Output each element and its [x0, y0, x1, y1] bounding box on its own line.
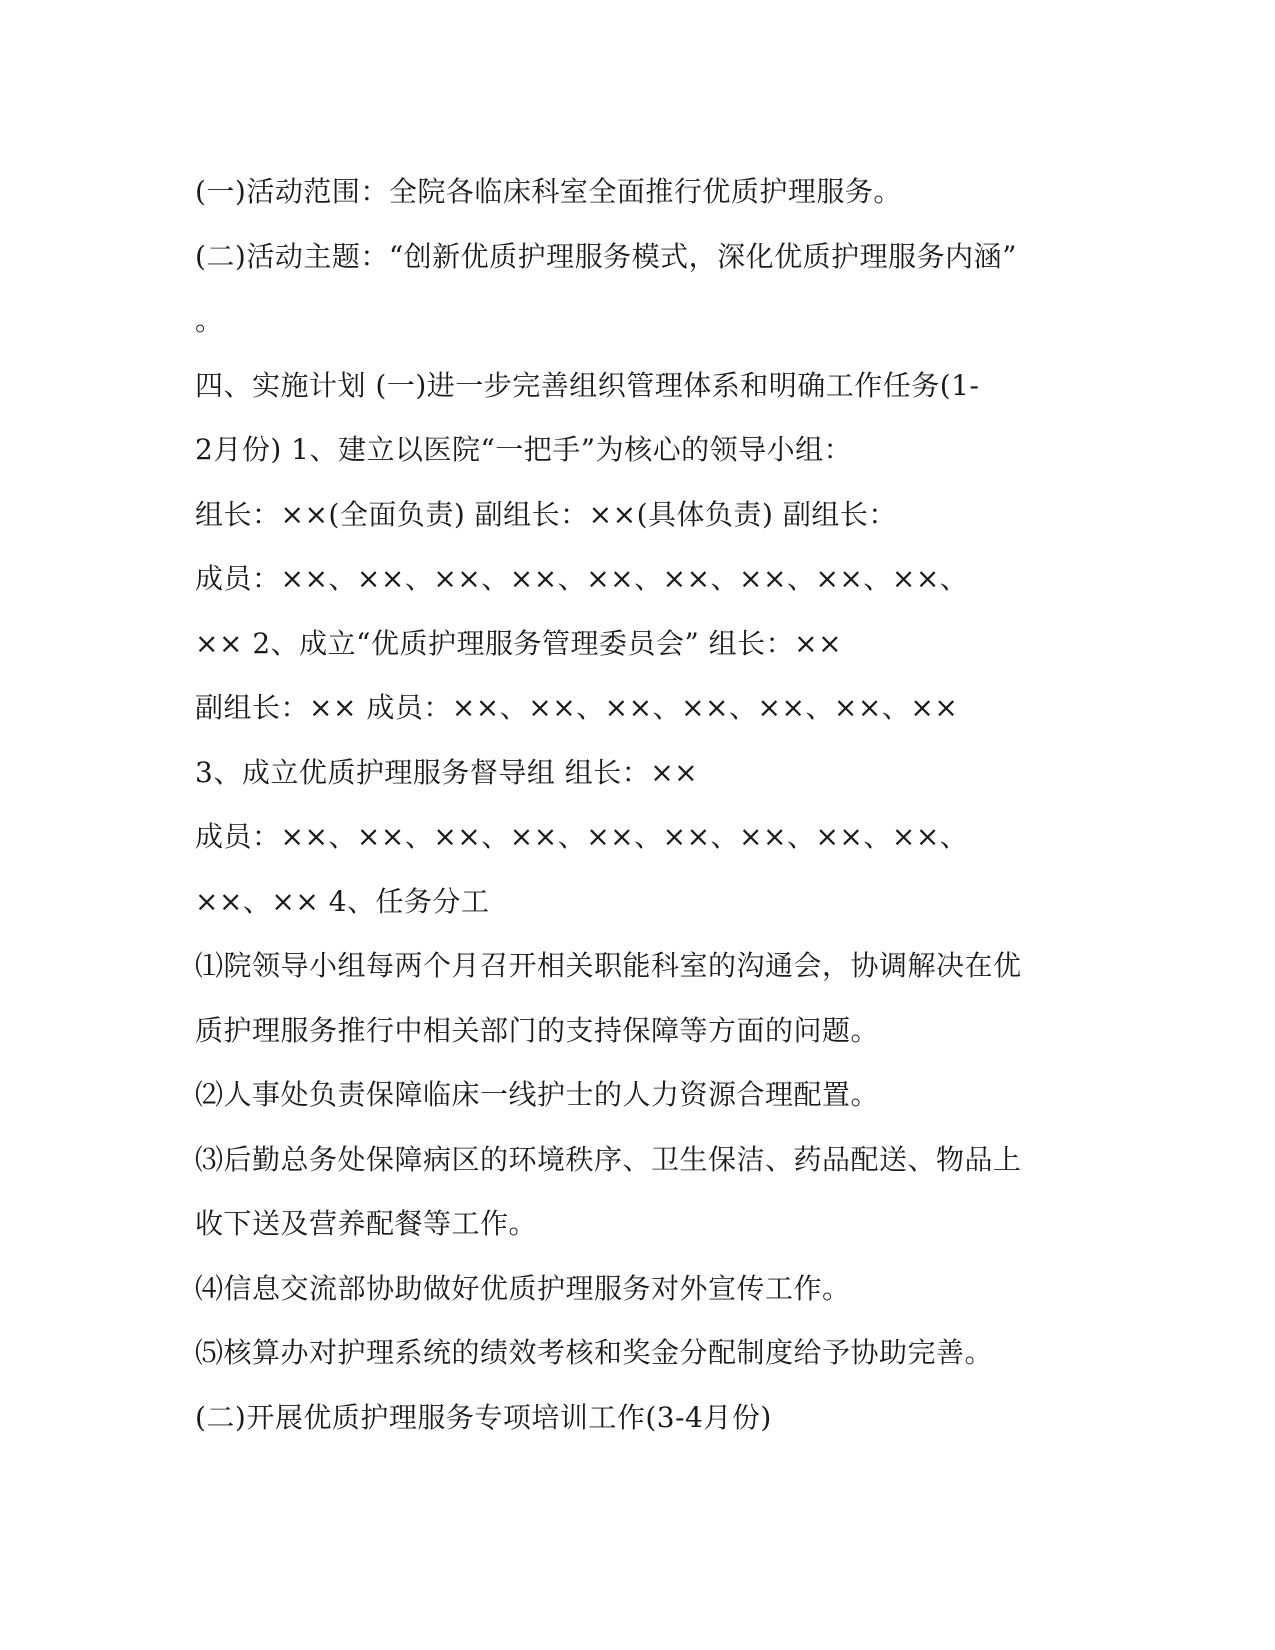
text-line: (二)开展优质护理服务专项培训工作(3-4月份) [195, 1400, 772, 1434]
text-line: 成员：××、××、××、××、××、××、××、××、××、 [195, 820, 969, 853]
text-line: 收下送及营养配餐等工作。 [195, 1207, 538, 1240]
text-line: 质护理服务推行中相关部门的支持保障等方面的问题。 [195, 1013, 880, 1047]
text-line: 。 [195, 304, 224, 337]
text-line: 成员：××、××、××、××、××、××、××、××、××、 [195, 562, 969, 595]
text-line: ⑷信息交流部协助做好优质护理服务对外宣传工作。 [195, 1271, 851, 1305]
text-line: (一)活动范围：全院各临床科室全面推行优质护理服务。 [195, 175, 902, 208]
document-body [195, 160, 1075, 1450]
text-line: ⑶后勤总务处保障病区的环境秩序、卫生保洁、药品配送、物品上 [195, 1142, 1022, 1176]
text-line: 2月份) 1、建立以医院“一把手”为核心的领导小组： [195, 433, 853, 466]
text-line: ⑸核算办对护理系统的绩效考核和奖金分配制度给予协助完善。 [195, 1336, 994, 1369]
text-line: 四、实施计划 (一)进一步完善组织管理体系和明确工作任务(1- [195, 368, 980, 402]
text-line: 3、成立优质护理服务督导组 组长：×× [195, 755, 699, 789]
text-line: 组长：××(全面负责) 副组长：××(具体负责) 副组长： [195, 497, 897, 531]
text-line: ××、×× 4、任务分工 [195, 884, 490, 918]
text-line: (二)活动主题：“创新优质护理服务模式，深化优质护理服务内涵” [195, 239, 1017, 273]
text-line: ×× 2、成立“优质护理服务管理委员会” 组长：×× [195, 626, 843, 660]
text-line: 副组长：×× 成员：××、××、××、××、××、××、×× [195, 691, 959, 724]
text-line: ⑴院领导小组每两个月召开相关职能科室的沟通会，协调解决在优 [195, 949, 1022, 982]
text-line: ⑵人事处负责保障临床一线护士的人力资源合理配置。 [195, 1078, 880, 1111]
